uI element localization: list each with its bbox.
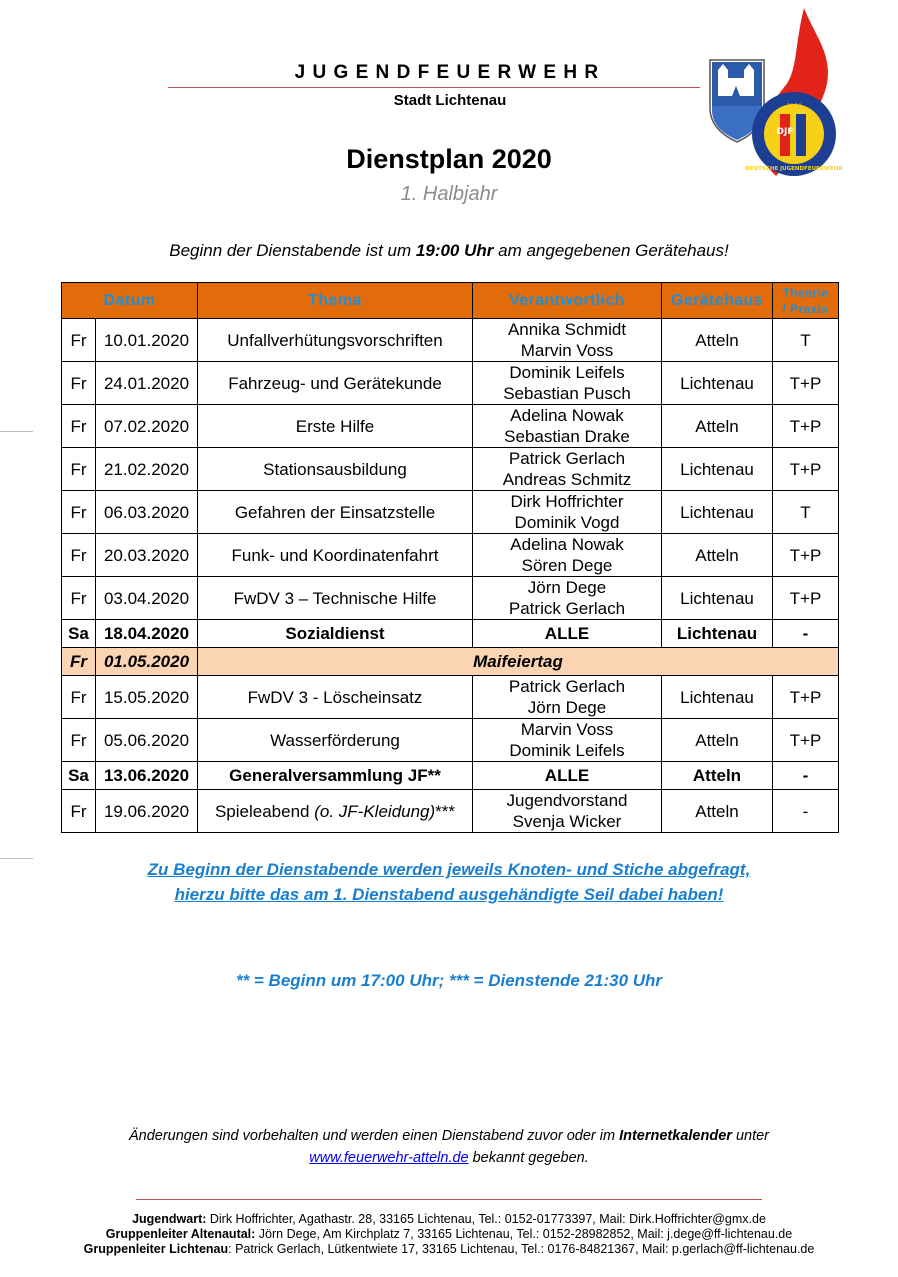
table-row xyxy=(62,676,839,719)
weekday-cell: Fr xyxy=(62,448,96,491)
mode-cell: - xyxy=(773,620,839,648)
mode-cell: T+P xyxy=(773,362,839,405)
responsible-cell: Jugendvorstand Svenja Wicker xyxy=(473,790,662,833)
weekday-cell: Fr xyxy=(62,577,96,620)
svg-text:1964: 1964 xyxy=(786,103,802,110)
internet-calendar: Internetkalender xyxy=(619,1128,732,1144)
responsible-cell: Adelina Nowak Sören Dege xyxy=(473,534,662,577)
firehouse-cell: Atteln xyxy=(662,405,773,448)
date-cell: 10.01.2020 xyxy=(96,319,198,362)
mode-cell: - xyxy=(773,790,839,833)
city-name: Stadt Lichtenau xyxy=(393,92,507,109)
margin-mark xyxy=(0,431,33,432)
table-row xyxy=(62,719,839,762)
topic-cell: Funk- und Koordinatenfahrt xyxy=(198,534,473,577)
responsible-cell: Marvin Voss Dominik Leifels xyxy=(473,719,662,762)
responsible-cell: ALLE xyxy=(473,620,662,648)
firehouse-cell: Lichtenau xyxy=(662,491,773,534)
topic-cell: Wasserförderung xyxy=(198,719,473,762)
date-cell: 15.05.2020 xyxy=(96,676,198,719)
responsible-cell: Adelina Nowak Sebastian Drake xyxy=(473,405,662,448)
topic-cell: Sozialdienst xyxy=(198,620,473,648)
firehouse-cell: Atteln xyxy=(662,319,773,362)
responsible-cell: Dominik Leifels Sebastian Pusch xyxy=(473,362,662,405)
header-divider xyxy=(168,87,700,88)
responsible-cell: ALLE xyxy=(473,762,662,790)
date-cell: 19.06.2020 xyxy=(96,790,198,833)
column-header-thema: Thema xyxy=(198,283,473,319)
topic-cell: Stationsausbildung xyxy=(198,448,473,491)
topic-cell: FwDV 3 - Löscheinsatz xyxy=(198,676,473,719)
table-row xyxy=(62,491,839,534)
topic-cell: FwDV 3 – Technische Hilfe xyxy=(198,577,473,620)
mode-cell: T+P xyxy=(773,676,839,719)
responsible-cell: Jörn Dege Patrick Gerlach xyxy=(473,577,662,620)
table-row xyxy=(62,577,839,620)
table-row xyxy=(62,790,839,833)
time-footnote: ** = Beginn um 17:00 Uhr; *** = Dienstende 21:30 Uhr xyxy=(235,971,663,990)
date-cell: 01.05.2020 xyxy=(96,648,198,676)
knot-notice: Zu Beginn der Dienstabende werden jeweils Knoten- und Stiche abgefragt, hierzu bitte das am 1. Dienstabend ausgehändigte Seil dabei haben! xyxy=(147,860,751,904)
weekday-cell: Sa xyxy=(62,762,96,790)
table-row xyxy=(62,534,839,577)
column-header-datum: Datum xyxy=(62,283,198,319)
topic-cell: Spieleabend (o. JF-Kleidung)*** xyxy=(198,790,473,833)
contacts-footer xyxy=(0,1212,898,1257)
contact-line: Jugendwart: Dirk Hoffrichter, Agathastr. 28, 33165 Lichtenau, Tel.: 0152-01773397, Mail: Dirk.Hoffrichter@gmx.de xyxy=(132,1212,766,1226)
weekday-cell: Fr xyxy=(62,362,96,405)
mode-cell: T+P xyxy=(773,577,839,620)
table-header-row xyxy=(62,283,839,319)
table-row xyxy=(62,762,839,790)
weekday-cell: Fr xyxy=(62,648,96,676)
mode-cell: T+P xyxy=(773,448,839,491)
firehouse-cell: Atteln xyxy=(662,762,773,790)
contact-line: Gruppenleiter Altenautal: Jörn Dege, Am Kirchplatz 7, 33165 Lichtenau, Tel.: 0152-28982852, Mail: j.dege@ff-lichtenau.de xyxy=(105,1227,793,1241)
mode-cell: T xyxy=(773,491,839,534)
firehouse-cell: Atteln xyxy=(662,534,773,577)
firehouse-cell: Atteln xyxy=(662,719,773,762)
date-cell: 24.01.2020 xyxy=(96,362,198,405)
website-link[interactable]: www.feuerwehr-atteln.de xyxy=(309,1150,469,1166)
date-cell: 21.02.2020 xyxy=(96,448,198,491)
page-subtitle: 1. Halbjahr xyxy=(400,183,498,205)
date-cell: 05.06.2020 xyxy=(96,719,198,762)
column-header-theorie-praxis: Theorie / Praxis xyxy=(773,283,839,319)
topic-cell: Fahrzeug- und Gerätekunde xyxy=(198,362,473,405)
responsible-cell: Dirk Hoffrichter Dominik Vogd xyxy=(473,491,662,534)
weekday-cell: Fr xyxy=(62,534,96,577)
firehouse-cell: Lichtenau xyxy=(662,362,773,405)
weekday-cell: Fr xyxy=(62,319,96,362)
mode-cell: T+P xyxy=(773,405,839,448)
page-title: Dienstplan 2020 xyxy=(346,144,552,174)
column-header-geraetehaus: Gerätehaus xyxy=(662,283,773,319)
responsible-cell: Annika Schmidt Marvin Voss xyxy=(473,319,662,362)
emblem-letters: DJF xyxy=(776,127,794,137)
firehouse-cell: Lichtenau xyxy=(662,448,773,491)
schedule-table xyxy=(61,282,839,833)
mode-cell: T+P xyxy=(773,534,839,577)
date-cell: 07.02.2020 xyxy=(96,405,198,448)
weekday-cell: Fr xyxy=(62,491,96,534)
table-row xyxy=(62,620,839,648)
start-time-notice: Beginn der Dienstabende ist um 19:00 Uhr am angegebenen Gerätehaus! xyxy=(169,241,729,260)
weekday-cell: Fr xyxy=(62,790,96,833)
date-cell: 03.04.2020 xyxy=(96,577,198,620)
date-cell: 18.04.2020 xyxy=(96,620,198,648)
changes-notice: Änderungen sind vorbehalten und werden einen Dienstabend zuvor oder im Internetkalender unter www.feuerwehr-atteln.de bekannt gegeben. xyxy=(128,1128,770,1166)
column-header-verantwortlich: Verantwortlich xyxy=(473,283,662,319)
start-time: 19:00 Uhr xyxy=(415,241,494,260)
holiday-cell: Maifeiertag xyxy=(198,648,839,676)
mode-cell: T+P xyxy=(773,719,839,762)
weekday-cell: Fr xyxy=(62,405,96,448)
firehouse-cell: Lichtenau xyxy=(662,676,773,719)
table-row xyxy=(62,362,839,405)
holiday-row xyxy=(62,648,839,676)
date-cell: 20.03.2020 xyxy=(96,534,198,577)
contact-line: Gruppenleiter Lichtenau: Patrick Gerlach, Lütkentwiete 17, 33165 Lichtenau, Tel.: 0176-84821367, Mail: p.gerlach@ff-lichtenau.de xyxy=(83,1242,815,1256)
mode-cell: T xyxy=(773,319,839,362)
weekday-cell: Sa xyxy=(62,620,96,648)
topic-cell: Generalversammlung JF** xyxy=(198,762,473,790)
firehouse-cell: Lichtenau xyxy=(662,577,773,620)
svg-text:DEUTSCHE JUGENDFEUERWEHR: DEUTSCHE JUGENDFEUERWEHR xyxy=(745,166,843,172)
table-row xyxy=(62,448,839,491)
firehouse-cell: Lichtenau xyxy=(662,620,773,648)
footer-divider xyxy=(136,1199,762,1200)
date-cell: 13.06.2020 xyxy=(96,762,198,790)
responsible-cell: Patrick Gerlach Andreas Schmitz xyxy=(473,448,662,491)
firehouse-cell: Atteln xyxy=(662,790,773,833)
topic-cell: Unfallverhütungsvorschriften xyxy=(198,319,473,362)
topic-cell: Erste Hilfe xyxy=(198,405,473,448)
table-row xyxy=(62,405,839,448)
weekday-cell: Fr xyxy=(62,719,96,762)
mode-cell: - xyxy=(773,762,839,790)
organization-name: JUGENDFEUERWEHR xyxy=(294,62,606,83)
responsible-cell: Patrick Gerlach Jörn Dege xyxy=(473,676,662,719)
table-row xyxy=(62,319,839,362)
date-cell: 06.03.2020 xyxy=(96,491,198,534)
weekday-cell: Fr xyxy=(62,676,96,719)
topic-cell: Gefahren der Einsatzstelle xyxy=(198,491,473,534)
